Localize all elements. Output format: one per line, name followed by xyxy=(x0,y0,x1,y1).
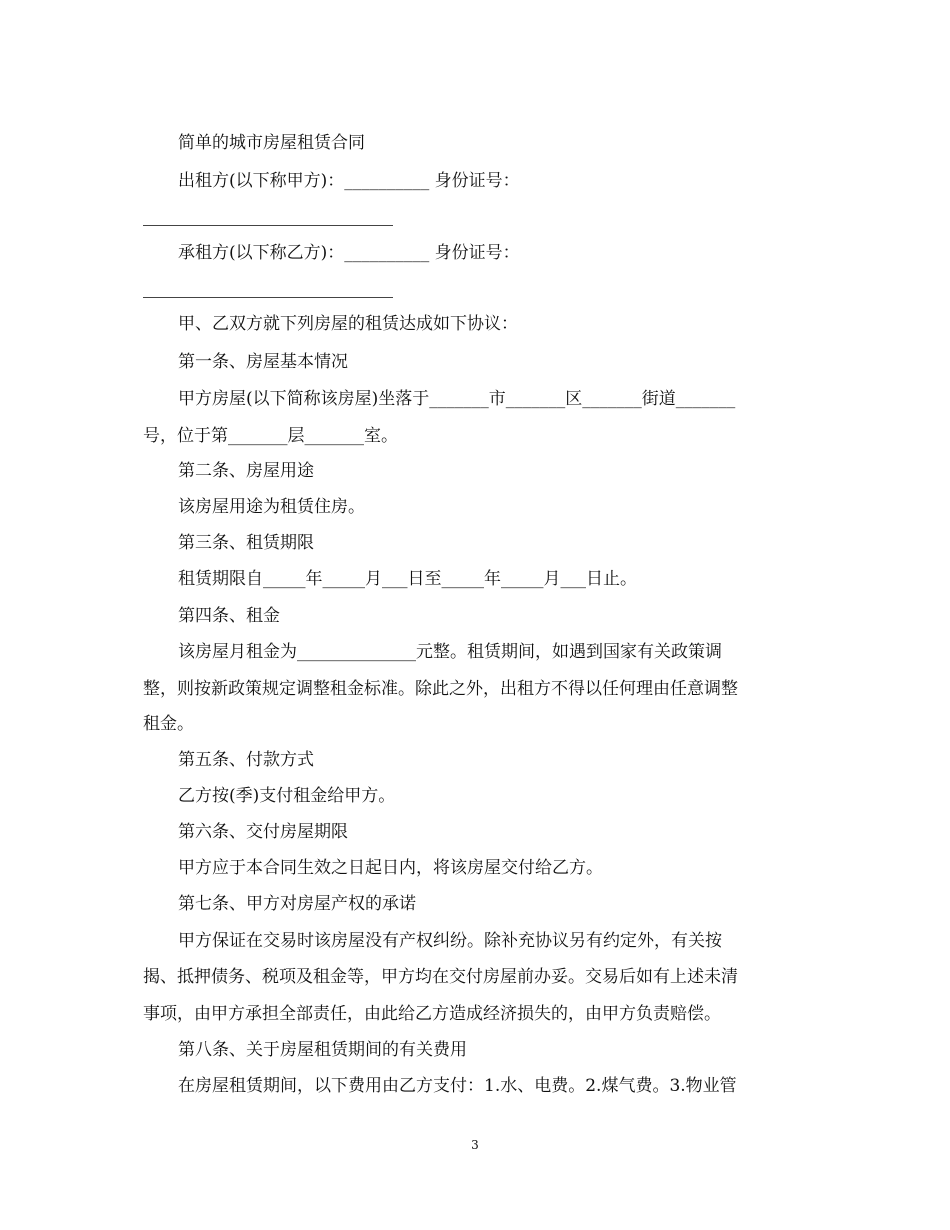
article1-title: 第一条、房屋基本情况 xyxy=(178,352,348,372)
article7-line1: 甲方保证在交易时该房屋没有产权纠纷。除补充协议另有约定外，有关按 xyxy=(178,931,722,951)
article3-text: 租赁期限自_____年_____月___日至_____年_____月___日止。 xyxy=(178,569,637,589)
article4-line1: 该房屋月租金为______________元整。租赁期间，如遇到国家有关政策调 xyxy=(178,642,722,662)
article1-line1: 甲方房屋(以下简称该房屋)坐落于_______市_______区_______街道_______ xyxy=(178,389,736,409)
article6-text: 甲方应于本合同生效之日起日内，将该房屋交付给乙方。 xyxy=(178,858,603,878)
article4-line3: 租金。 xyxy=(143,714,194,734)
article6-title: 第六条、交付房屋期限 xyxy=(178,822,348,842)
article4-line2: 整，则按新政策规定调整租金标准。除此之外，出租方不得以任何理由任意调整 xyxy=(143,679,738,699)
article5-title: 第五条、付款方式 xyxy=(178,750,314,770)
article3-title: 第三条、租赁期限 xyxy=(178,533,314,553)
article7-title: 第七条、甲方对房屋产权的承诺 xyxy=(178,894,416,914)
article2-title: 第二条、房屋用途 xyxy=(178,461,314,481)
contract-title: 简单的城市房屋租赁合同 xyxy=(178,133,365,153)
article2-text: 该房屋用途为租赁住房。 xyxy=(178,497,365,517)
article8-title: 第八条、关于房屋租赁期间的有关费用 xyxy=(178,1040,467,1060)
lessor-id-blank xyxy=(143,225,393,226)
article4-title: 第四条、租金 xyxy=(178,606,280,626)
agreement-intro: 甲、乙双方就下列房屋的租赁达成如下协议： xyxy=(178,314,518,334)
lessee-id-blank xyxy=(143,297,393,298)
page-number: 3 xyxy=(471,1138,479,1152)
article7-line3: 事项，由甲方承担全部责任，由此给乙方造成经济损失的，由甲方负责赔偿。 xyxy=(143,1004,721,1024)
article1-line2: 号，位于第_______层_______室。 xyxy=(143,426,398,446)
lessor-line: 出租方(以下称甲方)：__________ 身份证号： xyxy=(178,171,520,191)
lessee-line: 承租方(以下称乙方)：__________ 身份证号： xyxy=(178,243,520,263)
article8-line1: 在房屋租赁期间，以下费用由乙方支付：1.水、电费。2.煤气费。3.物业管 xyxy=(178,1076,737,1096)
article5-text: 乙方按(季)支付租金给甲方。 xyxy=(178,786,396,806)
article7-line2: 揭、抵押债务、税项及租金等，甲方均在交付房屋前办妥。交易后如有上述未清 xyxy=(143,967,738,987)
